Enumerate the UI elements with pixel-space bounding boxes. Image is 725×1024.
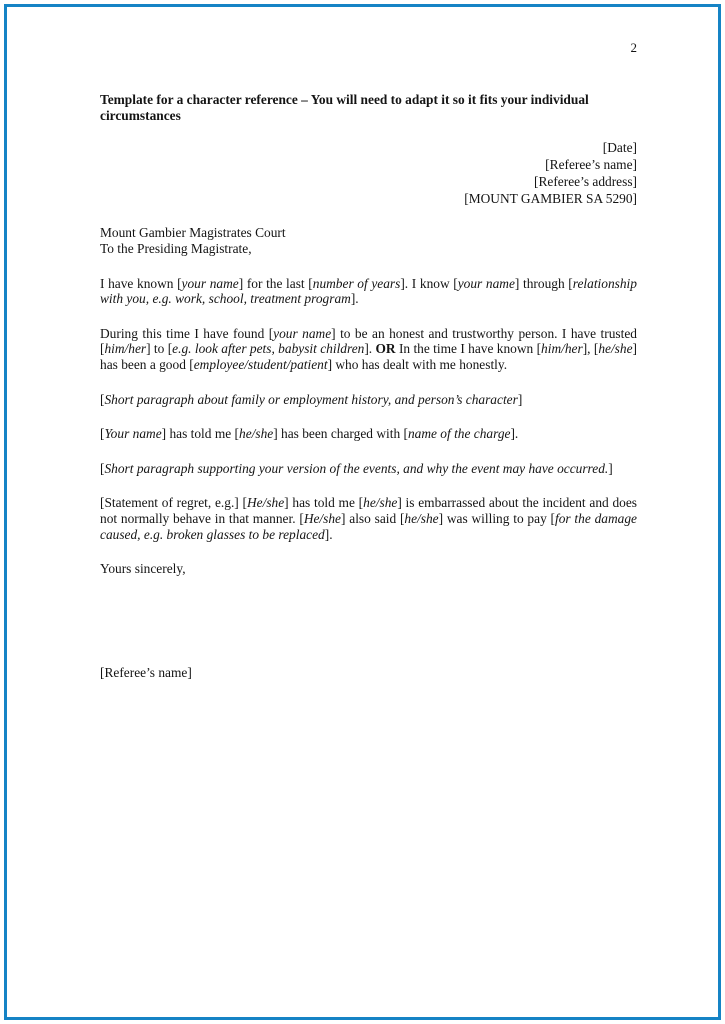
body-paragraph-5: [Short paragraph supporting your version of the events, and why the event may have occurred.] <box>100 460 613 476</box>
closing-line: Yours sincerely, <box>100 561 186 577</box>
referee-address-block <box>100 139 637 207</box>
recipient-line-court: Mount Gambier Magistrates Court <box>100 224 286 240</box>
recipient-line-salutation: To the Presiding Magistrate, <box>100 240 252 256</box>
body-paragraph-6: [Statement of regret, e.g.] [He/she] has told me [he/she] is embarrassed about the incident and does not normally behave in that manner. [He/she] also said [he/she] was willing to pay [for the damage caused, e.g. broken glasses to be replaced]. <box>100 495 638 542</box>
letter-content <box>100 40 637 680</box>
page-number: 2 <box>630 40 637 55</box>
address-line-date: [Date] <box>602 139 637 155</box>
recipient-block <box>100 225 637 257</box>
address-line-city: [MOUNT GAMBIER SA 5290] <box>464 190 637 206</box>
body-paragraph-1: I have known [your name] for the last [number of years]. I know [your name] through [relationship with you, e.g. work, school, treatment program]. <box>100 275 637 307</box>
address-line-street: [Referee’s address] <box>534 173 637 189</box>
letter-title: Template for a character reference – You will need to adapt it so it fits your individual circumstances <box>100 92 589 123</box>
body-paragraph-4: [Your name] has told me [he/she] has been charged with [name of the charge]. <box>100 426 519 442</box>
letter-paragraphs <box>100 276 637 543</box>
body-paragraph-3: [Short paragraph about family or employment history, and person’s character] <box>100 391 523 407</box>
signature-placeholder: [Referee’s name] <box>100 664 192 680</box>
body-paragraph-2: During this time I have found [your name] to be an honest and trustworthy person. I have trusted [him/her] to [e.g. look after pets, babysit children]. OR In the time I have known [him/her], [he/she] has been a good [employee/student/patient] who has dealt with me honestly. <box>100 325 637 372</box>
address-line-name: [Referee’s name] <box>545 156 637 172</box>
